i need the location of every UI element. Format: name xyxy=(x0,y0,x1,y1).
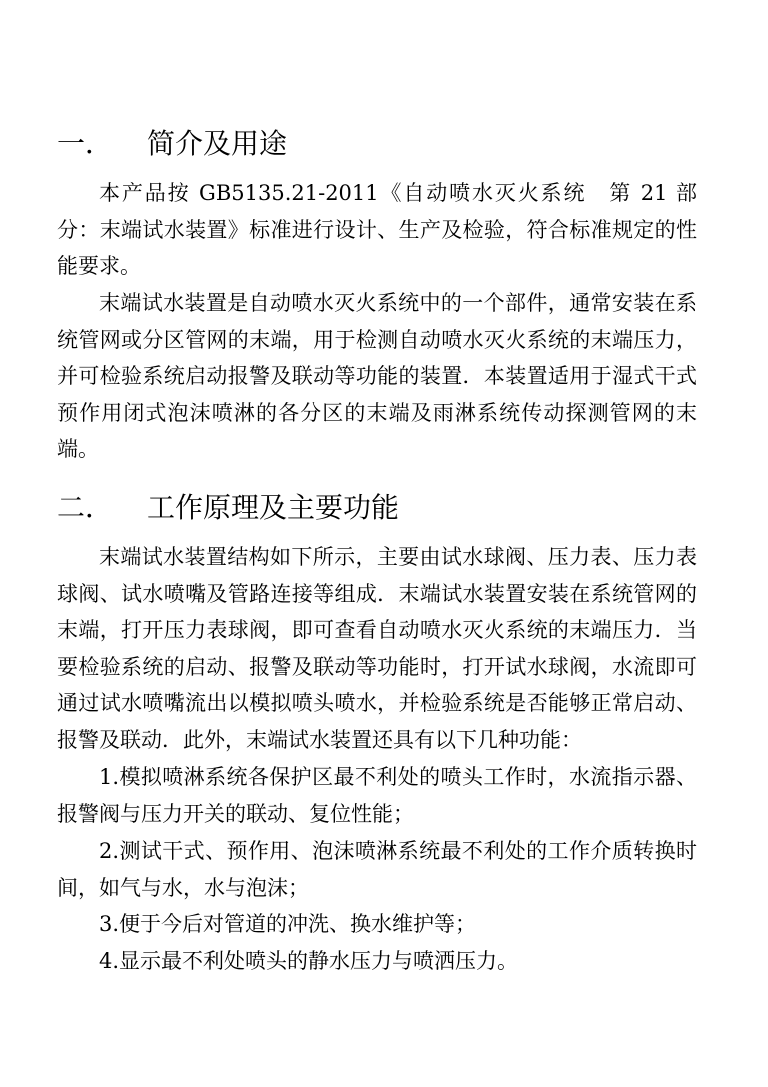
section-1-number: 一． xyxy=(57,127,114,160)
section-2-title: 工作原理及主要功能 xyxy=(147,491,400,524)
section-2-paragraph-1: 末端试水装置结构如下所示，主要由试水球阀、压力表、压力表球阀、试水喷嘴及管路连接等组成．末端试水装置安装在系统管网的末端，打开压力表球阀，即可查看自动喷水灭火系统的末端压力．当要检验系统的启动、报警及联动等功能时，打开试水球阀，水流即可通过试水喷嘴流出以模拟喷头喷水，并检验系统是否能够正常启动、报警及联动．此外，末端试水装置还具有以下几种功能： xyxy=(57,545,697,752)
section-2-paragraph-2: 1.模拟喷淋系统各保护区最不利处的喷头工作时，水流指示器、报警阀与压力开关的联动、复位性能； xyxy=(57,765,697,826)
section-1-paragraph-1: 本产品按 GB5135.21-2011《自动喷水灭火系统 第 21 部分：末端试水装置》标准进行设计、生产及检验，符合标准规定的性能要求。 xyxy=(57,181,697,279)
section-2-paragraph-4: 3.便于今后对管道的冲洗、换水维护等； xyxy=(99,912,477,936)
section-1-paragraph-2: 末端试水装置是自动喷水灭火系统中的一个部件，通常安装在系统管网或分区管网的末端，用于检测自动喷水灭火系统的末端压力，并可检验系统启动报警及联动等功能的装置．本装置适用于湿式干式预作用闭式泡沫喷淋的各分区的末端及雨淋系统传动探测管网的末端。 xyxy=(57,291,697,462)
section-1-title: 简介及用途 xyxy=(147,127,288,160)
section-2-paragraph-3: 2.测试干式、预作用、泡沫喷淋系统最不利处的工作介质转换时间，如气与水，水与泡沫； xyxy=(57,839,697,900)
section-2-heading xyxy=(57,486,399,530)
section-2-paragraph-5: 4.显示最不利处喷头的静水压力与喷洒压力。 xyxy=(99,949,519,973)
section-2-number: 二． xyxy=(57,491,114,524)
section-1-heading xyxy=(57,122,287,166)
